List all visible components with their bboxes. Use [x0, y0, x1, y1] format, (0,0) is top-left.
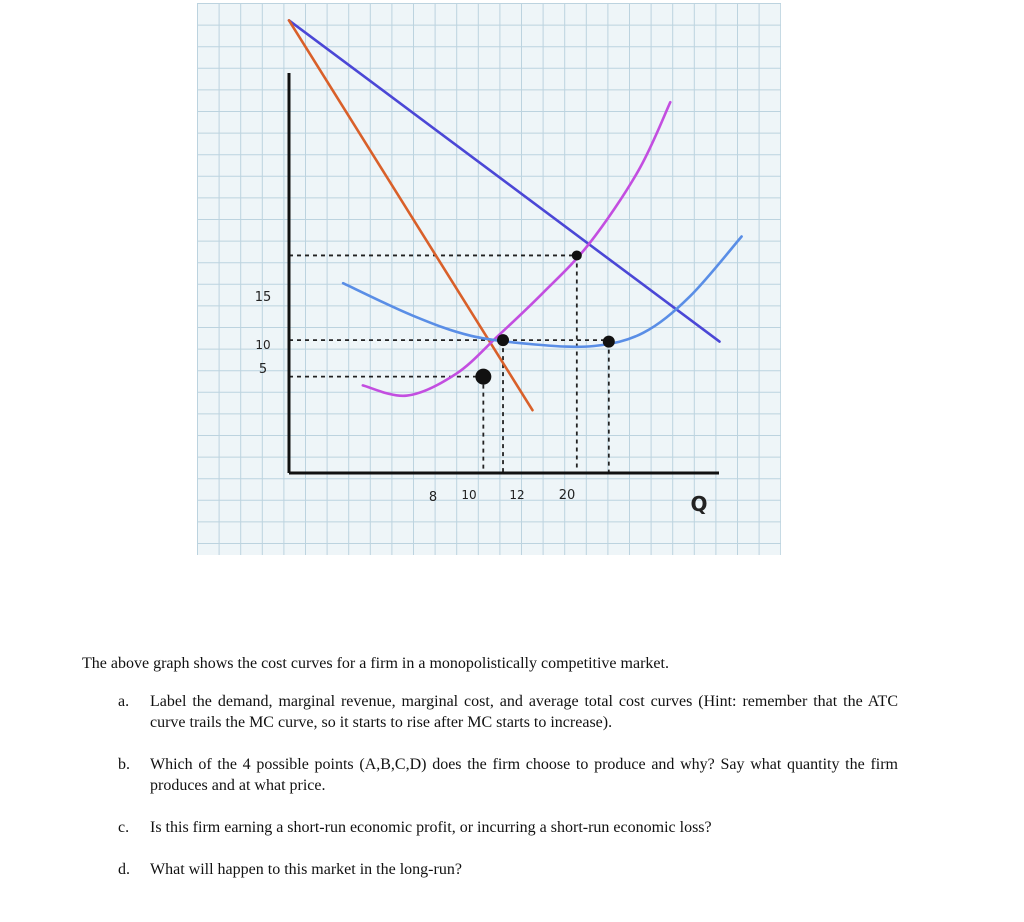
question-letter: d.: [118, 861, 130, 878]
intro-paragraph: The above graph shows the cost curves for a firm in a monopolistically competitive market.: [82, 655, 669, 672]
marked-point: [603, 336, 615, 348]
graph-canvas: [197, 3, 781, 555]
question-letter: c.: [118, 819, 130, 836]
question-text: [82, 655, 912, 901]
marked-point: [497, 334, 509, 346]
x-tick-label-12: 12: [509, 488, 525, 502]
question-body: Is this firm earning a short-run economic profit, or incurring a short-run economic loss?: [150, 819, 712, 836]
question-b: [82, 754, 912, 796]
question-body: What will happen to this market in the long-run?: [150, 861, 462, 878]
x-tick-label-10: 10: [461, 488, 477, 502]
y-tick-label-5: 5: [258, 362, 268, 377]
x-tick-label-8: 8: [428, 490, 438, 505]
question-d: [82, 859, 912, 880]
y-tick-label-10: 10: [255, 338, 271, 352]
marked-point: [572, 250, 582, 260]
question-body: Label the demand, marginal revenue, marginal cost, and average total cost curves (Hint: remember that the ATC curve trails the MC curve, so it starts to rise after MC starts to increase).: [150, 693, 898, 731]
question-body: Which of the 4 possible points (A,B,C,D) does the firm choose to produce and why? Say what quantity the firm produces and at what price.: [150, 756, 898, 794]
marked-point: [475, 369, 491, 385]
cost-curve-graph: [197, 3, 781, 555]
x-tick-label-20: 20: [558, 488, 576, 503]
y-tick-label-15: 15: [254, 290, 272, 305]
x-axis-label: Q: [690, 492, 708, 516]
question-a: [82, 691, 912, 733]
question-c: [82, 817, 912, 838]
question-letter: b.: [118, 756, 130, 773]
question-letter: a.: [118, 693, 130, 710]
